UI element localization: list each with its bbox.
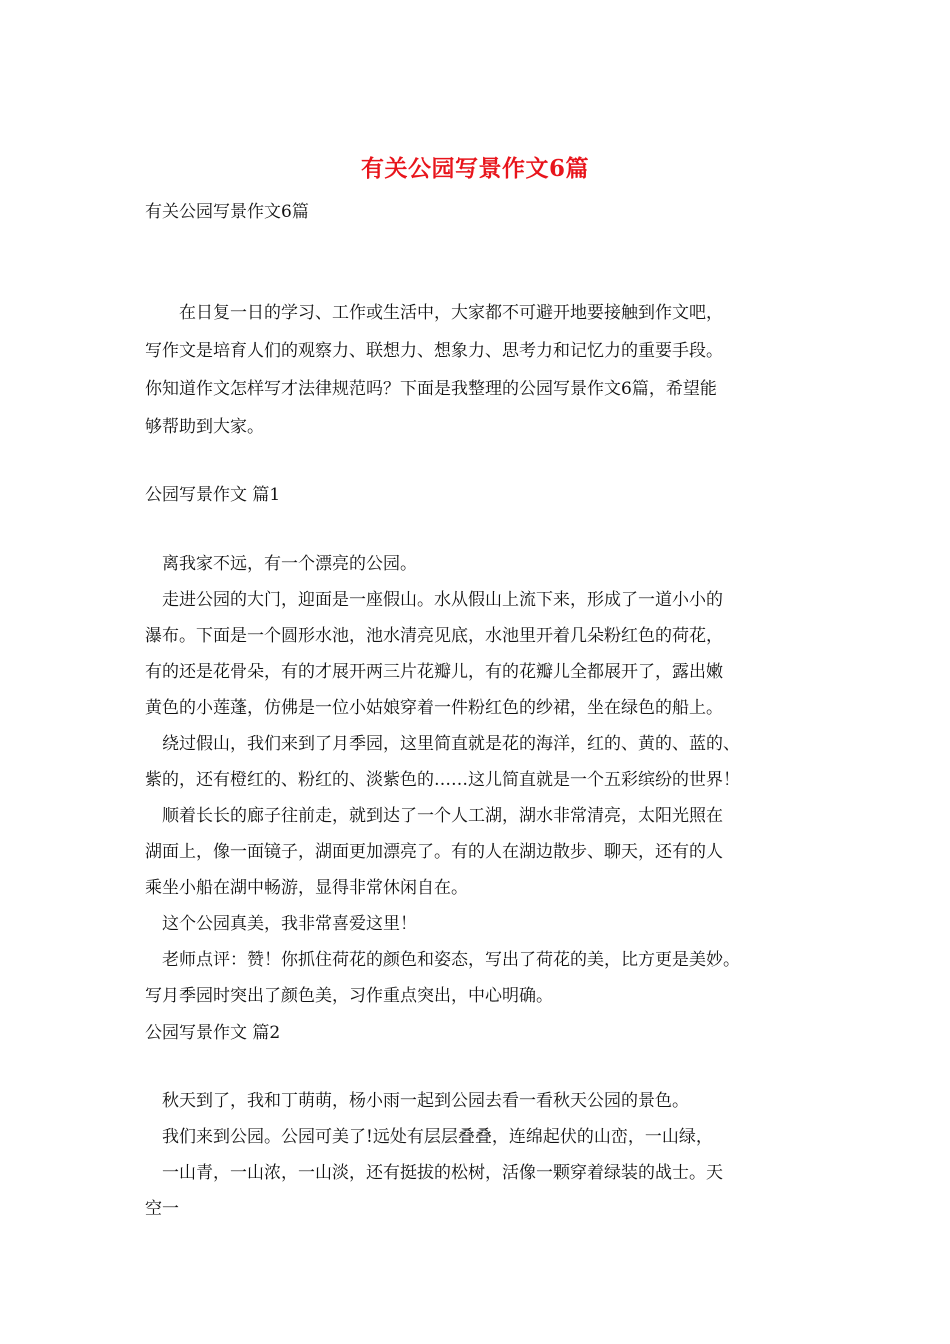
paragraph-line: 空一 — [145, 1199, 179, 1219]
paragraph-line: 老师点评：赞！你抓住荷花的颜色和姿态，写出了荷花的美，比方更是美妙。 — [145, 950, 740, 970]
paragraph-line: 有的还是花骨朵，有的才展开两三片花瓣儿，有的花瓣儿全都展开了，露出嫩 — [145, 662, 723, 682]
paragraph-line: 乘坐小船在湖中畅游，显得非常休闲自在。 — [145, 878, 468, 898]
paragraph-line: 秋天到了，我和丁萌萌，杨小雨一起到公园去看一看秋天公园的景色。 — [145, 1091, 689, 1111]
document-subtitle: 有关公园写景作文6篇 — [145, 202, 309, 222]
document-title: 有关公园写景作文6篇 — [360, 155, 589, 182]
section-heading: 公园写景作文 篇1 — [145, 485, 281, 505]
paragraph-line: 离我家不远，有一个漂亮的公园。 — [145, 554, 417, 574]
paragraph-line: 我们来到公园。公园可美了!远处有层层叠叠，连绵起伏的山峦，一山绿， — [145, 1127, 713, 1147]
intro-line: 在日复一日的学习、工作或生活中，大家都不可避开地要接触到作文吧， — [145, 303, 723, 323]
paragraph-line: 瀑布。下面是一个圆形水池，池水清亮见底，水池里开着几朵粉红色的荷花， — [145, 626, 723, 646]
intro-line: 写作文是培育人们的观察力、联想力、想象力、思考力和记忆力的重要手段。 — [145, 341, 723, 361]
section-heading: 公园写景作文 篇2 — [145, 1023, 281, 1043]
paragraph-line: 湖面上，像一面镜子，湖面更加漂亮了。有的人在湖边散步、聊天，还有的人 — [145, 842, 723, 862]
paragraph-line: 顺着长长的廊子往前走，就到达了一个人工湖，湖水非常清亮，太阳光照在 — [145, 806, 723, 826]
intro-line: 够帮助到大家。 — [145, 417, 264, 437]
paragraph-line: 这个公园真美，我非常喜爱这里！ — [145, 914, 417, 934]
paragraph-line: 紫的，还有橙红的、粉红的、淡紫色的……这儿简直就是一个五彩缤纷的世界！ — [145, 770, 740, 790]
intro-line: 你知道作文怎样写才法律规范吗？下面是我整理的公园写景作文6篇，希望能 — [145, 379, 717, 399]
paragraph-line: 绕过假山，我们来到了月季园，这里简直就是花的海洋，红的、黄的、蓝的、 — [145, 734, 740, 754]
paragraph-line: 写月季园时突出了颜色美，习作重点突出，中心明确。 — [145, 986, 553, 1006]
paragraph-line: 一山青，一山浓，一山淡，还有挺拔的松树，活像一颗穿着绿装的战士。天 — [145, 1163, 723, 1183]
paragraph-line: 黄色的小莲蓬，仿佛是一位小姑娘穿着一件粉红色的纱裙，坐在绿色的船上。 — [145, 698, 723, 718]
paragraph-line: 走进公园的大门，迎面是一座假山。水从假山上流下来，形成了一道小小的 — [145, 590, 723, 610]
